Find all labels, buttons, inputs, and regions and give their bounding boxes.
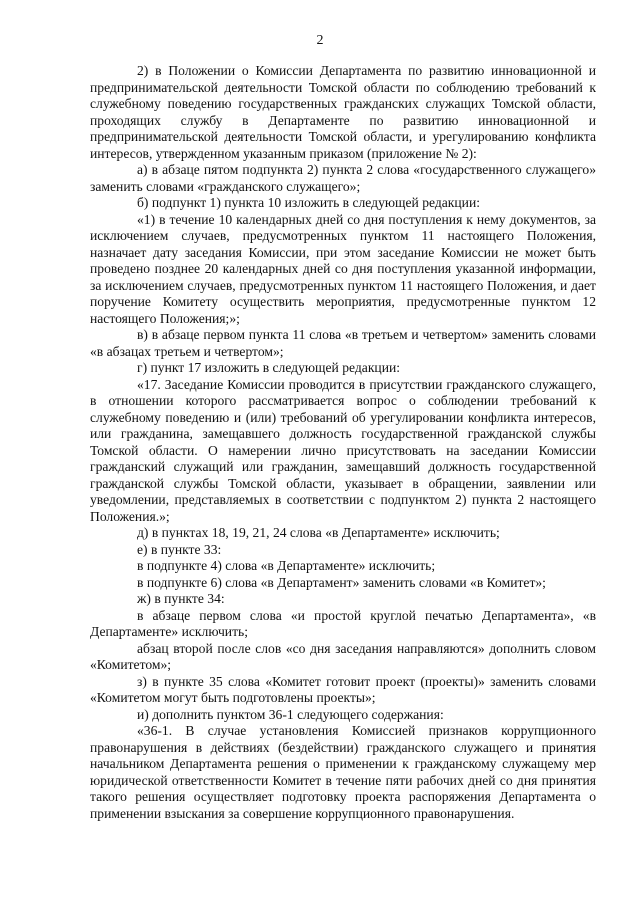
paragraph: «17. Заседание Комиссии проводится в присутствии гражданского служащего, в отношении которого рассматривается вопрос о соблюдении требований к служебному поведению и (или) требований об урегулировании конфликта интересов, или гражданина, замещавшего должность государственной гражданской службы Томской области. О намерении лично присутствовать на заседании Комиссии гражданский служащий или гражданин, замещавший должность государственной гражданской службы Томской области, указывает в обращении, заявлении или уведомлении, представляемых в соответствии с подпунктом 2) пункта 2 настоящего Положения.»; <box>90 376 596 524</box>
paragraph: в абзаце первом слова «и простой круглой печатью Департамента», «в Департаменте» исключить; <box>90 607 596 639</box>
paragraph: з) в пункте 35 слова «Комитет готовит проект (проекты)» заменить словами «Комитетом могут быть подготовлены проекты»; <box>90 673 596 705</box>
paragraph: б) подпункт 1) пункта 10 изложить в следующей редакции: <box>137 195 481 210</box>
paragraph: е) в пункте 33: <box>137 541 222 557</box>
paragraph: в подпункте 6) слова «в Департамент» заменить словами «в Комитет»; <box>137 574 546 590</box>
paragraph: «1) в течение 10 календарных дней со дня поступления к нему документов, за исключением случаев, предусмотренных пунктом 11 настоящего Положения, назначает дату заседания Комиссии, при этом заседание Комиссии не может быть проведено позднее 20 календарных дней со дня поступления указанной информации, за исключением случаев, предусмотренных пунктом 11 настоящего Положения, и дает поручение Комитету осуществить мероприятия, предусмотренные пунктом 12 настоящего Положения;»; <box>90 211 596 326</box>
paragraph: «36-1. В случае установления Комиссией признаков коррупционного правонарушения в действиях (бездействии) гражданского служащего и принятия начальником Департамента решения о применении к гражданскому служащему мер юридической ответственности Комитет в течение пяти рабочих дней со дня принятия такого решения осуществляет подготовку проекта распоряжения Департамента о применении взыскания за совершение коррупционного правонарушения. <box>90 723 596 821</box>
paragraph: и) дополнить пунктом 36-1 следующего содержания: <box>137 706 444 722</box>
paragraph: абзац второй после слов «со дня заседания направляются» дополнить словом «Комитетом»; <box>90 640 596 672</box>
paragraph: г) пункт 17 изложить в следующей редакции: <box>137 360 401 375</box>
document-body <box>90 63 596 822</box>
paragraph: а) в абзаце пятом подпункта 2) пункта 2 слова «государственного служащего» заменить словами «гражданского служащего»; <box>90 162 596 194</box>
page-number: 2 <box>316 33 324 48</box>
paragraph: 2) в Положении о Комиссии Департамента по развитию инновационной и предпринимательской деятельности Томской области по соблюдению требований к служебному поведению государственных гражданских служащих Томской области, проходящих службу в Департаменте по развитию инновационной и предпринимательской деятельности Томской области, и урегулированию конфликта интересов, утвержденном указанным приказом (приложение № 2): <box>90 63 596 161</box>
paragraph: в подпункте 4) слова «в Департаменте» исключить; <box>137 558 436 573</box>
paragraph: в) в абзаце первом пункта 11 слова «в третьем и четвертом» заменить словами «в абзацах третьем и четвертом»; <box>90 327 596 359</box>
paragraph: д) в пунктах 18, 19, 21, 24 слова «в Департаменте» исключить; <box>137 525 500 540</box>
paragraph: ж) в пункте 34: <box>137 591 225 606</box>
